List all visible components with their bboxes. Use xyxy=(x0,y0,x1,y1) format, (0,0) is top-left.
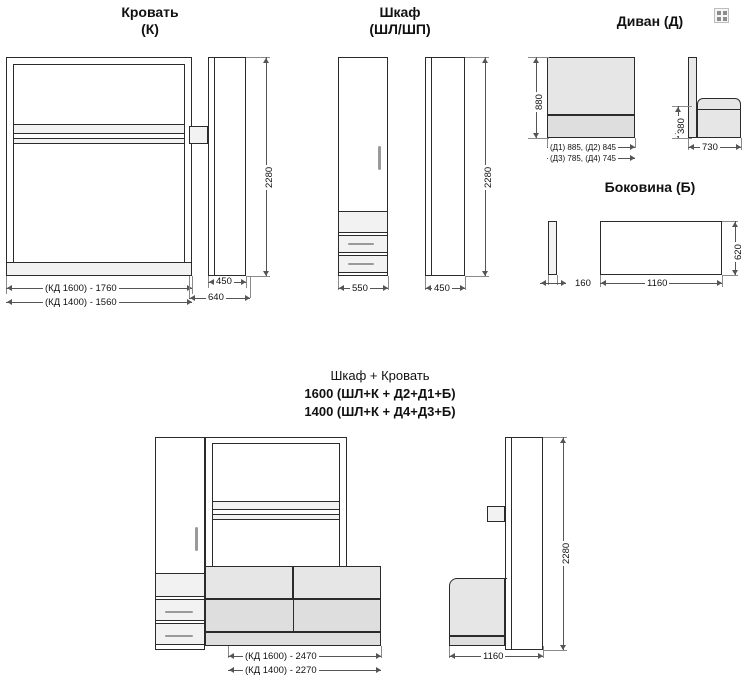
sofa-side-dim-730-arrow-left xyxy=(689,144,694,150)
combo-dim-2470-arrow-right xyxy=(376,653,381,659)
bed-side-dim-640-label: 640 xyxy=(208,292,224,303)
wardrobe-drawer-handle-2 xyxy=(348,263,374,265)
bed-side-dim-h-arrow-down xyxy=(263,271,269,276)
title-side-panel xyxy=(560,179,740,196)
combo-dim-2270-label: (КД 1400) - 2270 xyxy=(245,665,317,676)
wardrobe-side-ext-h-bottom xyxy=(465,276,489,277)
combo-sofa-back-left xyxy=(205,566,293,599)
bed-front-rail-upper xyxy=(13,124,185,134)
sofa-side-dim-380-arrow-up xyxy=(675,107,681,112)
combo-side-sofa-base xyxy=(449,636,505,646)
bed-front-dim-1400-arrow-left xyxy=(7,299,12,305)
combo-wardrobe-door-handle xyxy=(195,527,198,551)
sofa-dim-w2-arrow-right xyxy=(630,155,635,161)
side-panel-dim-620-label: 620 xyxy=(733,244,744,260)
side-panel-dim-1160-label: 1160 xyxy=(647,278,668,289)
sofa-side-ext-380-bottom xyxy=(672,138,692,139)
side-panel-dim-160-arrow-left xyxy=(541,280,546,286)
bed-side-dim-h-arrow-up xyxy=(263,58,269,63)
combo-side-arm xyxy=(487,506,505,522)
wardrobe-side-dim-h-label: 2280 xyxy=(483,166,494,188)
title-side-panel-text: Боковина (Б) xyxy=(604,179,696,195)
sofa-dim-w1-arrow-right xyxy=(630,144,635,150)
wardrobe-front-dim-arrow-right xyxy=(383,285,388,291)
sofa-side-back xyxy=(688,57,697,138)
side-panel-dim-1160-arrow-left xyxy=(601,280,606,286)
side-panel-face xyxy=(600,221,722,275)
side-panel-dim-1160-arrow-right xyxy=(717,280,722,286)
combo-side-ext-h-bottom xyxy=(543,650,567,651)
combo-side-link xyxy=(489,578,507,579)
sofa-dim-w2-label: (Д3) 785, (Д4) 745 xyxy=(550,154,616,163)
combo-side-dim-1160-label: 1160 xyxy=(483,651,504,662)
wardrobe-door-handle xyxy=(378,146,381,170)
combo-wardrobe-drawer-3 xyxy=(155,623,205,645)
combo-side-sofa xyxy=(449,578,505,636)
bed-side-inner-line xyxy=(214,58,215,275)
combo-wardrobe-drawer-1 xyxy=(155,573,205,597)
title-sofa-text: Диван (Д) xyxy=(616,13,684,29)
side-panel-dim-160-arrow-right xyxy=(561,280,566,286)
title-bed-code: (К) xyxy=(141,21,159,37)
wardrobe-side-dim-h-arrow-down xyxy=(482,271,488,276)
bed-side-dim-450-label: 450 xyxy=(216,276,232,287)
wardrobe-side-dim-arrow-left xyxy=(426,285,431,291)
sofa-dim-880-arrow-up xyxy=(533,58,539,63)
combo-bed-rail-lower xyxy=(212,514,340,520)
wardrobe-front-dim-arrow-left xyxy=(339,285,344,291)
bed-front-rail-lower xyxy=(13,138,185,144)
wardrobe-drawer-handle-1 xyxy=(348,243,374,245)
combo-wardrobe-drawer-2 xyxy=(155,599,205,621)
title-wardrobe-code: (ШЛ/ШП) xyxy=(369,21,431,37)
bed-front-dim-1400-label: (КД 1400) - 1560 xyxy=(45,297,117,308)
sofa-side-seat xyxy=(697,106,741,138)
wardrobe-side-dim-h-arrow-up xyxy=(482,58,488,63)
wardrobe-side-dim-label: 450 xyxy=(434,283,450,294)
sofa-dim-880-label: 880 xyxy=(534,94,545,110)
bed-front-base xyxy=(6,262,192,276)
side-panel-ext-1160-right xyxy=(722,275,723,287)
side-panel-dim-620-arrow-down xyxy=(732,270,738,275)
sofa-side-dim-730-arrow-right xyxy=(736,144,741,150)
sofa-dim-880-arrow-down xyxy=(533,133,539,138)
bed-front-ext-right xyxy=(192,276,193,294)
title-sofa xyxy=(560,13,740,30)
wardrobe-front-ext-right xyxy=(388,276,389,290)
title-combo xyxy=(220,367,540,421)
title-wardrobe-text: Шкаф xyxy=(379,4,421,20)
sofa-ext-880-bottom xyxy=(528,138,549,139)
combo-side-cabinet-inner-line xyxy=(511,438,512,649)
title-combo-line3: 1400 (ШЛ+К + Д4+Д3+Б) xyxy=(304,404,456,419)
combo-sofa-back-right xyxy=(293,566,381,599)
side-panel-edge xyxy=(548,221,557,275)
bed-side-ext-450-right xyxy=(246,276,247,288)
sofa-seat xyxy=(547,115,635,138)
combo-ext-w-right xyxy=(381,646,382,658)
title-bed xyxy=(50,4,250,38)
combo-drawer-handle-2 xyxy=(165,635,193,637)
combo-dim-2270-arrow-right xyxy=(376,667,381,673)
sofa-ext-w-right xyxy=(635,138,636,148)
wardrobe-front-dim-label: 550 xyxy=(352,283,368,294)
combo-bed-rail-upper xyxy=(212,501,340,510)
side-panel-ext-620-bottom xyxy=(722,275,738,276)
combo-side-dim-h-arrow-down xyxy=(560,645,566,650)
bed-side-dim-640-arrow-right xyxy=(245,295,250,301)
title-combo-line1: Шкаф + Кровать xyxy=(330,368,430,383)
wardrobe-side-inner-line xyxy=(431,58,432,275)
combo-dim-2470-label: (КД 1600) - 2470 xyxy=(245,651,317,662)
bed-side-dim-640-arrow-left xyxy=(190,295,195,301)
bed-front-dim-1600-arrow-left xyxy=(7,285,12,291)
side-panel-dim-160-label: 160 xyxy=(575,278,591,289)
combo-side-dim-1160-arrow-left xyxy=(450,653,455,659)
bed-front-inner xyxy=(13,64,185,269)
side-panel-dim-620-arrow-up xyxy=(732,222,738,227)
combo-sofa-base xyxy=(205,632,381,646)
combo-dim-2270-arrow-left xyxy=(229,667,234,673)
title-wardrobe xyxy=(310,4,490,38)
wardrobe-side-ext-right xyxy=(465,276,466,290)
bed-front-dim-1600-label: (КД 1600) - 1760 xyxy=(45,283,117,294)
bed-side-ext-640-right xyxy=(250,276,251,298)
sofa-backrest xyxy=(547,57,635,115)
sofa-side-front-roll xyxy=(697,98,741,110)
title-bed-text: Кровать xyxy=(121,4,179,20)
combo-side-dim-1160-arrow-right xyxy=(538,653,543,659)
combo-drawer-handle-1 xyxy=(165,611,193,613)
combo-side-ext-1160-right xyxy=(543,646,544,658)
bed-side-arm xyxy=(189,126,208,144)
sofa-dim-w1-label: (Д1) 885, (Д2) 845 xyxy=(550,143,616,152)
bed-side-ext-h-bottom xyxy=(246,276,270,277)
title-combo-line2: 1600 (ШЛ+К + Д2+Д1+Б) xyxy=(304,386,456,401)
wardrobe-front-drawer-1 xyxy=(338,211,388,233)
combo-dim-2470-arrow-left xyxy=(229,653,234,659)
combo-side-dim-h-arrow-up xyxy=(560,438,566,443)
combo-sofa-seat-split xyxy=(293,600,294,632)
sofa-side-dim-730-label: 730 xyxy=(702,142,718,153)
sofa-side-ext-730-right xyxy=(741,138,742,150)
bed-side-dim-h-label: 2280 xyxy=(264,166,275,188)
combo-side-dim-h-label: 2280 xyxy=(561,542,572,564)
bed-side-dim-450-arrow-right xyxy=(241,279,246,285)
sofa-side-dim-380-label: 380 xyxy=(676,118,687,134)
wardrobe-side-dim-arrow-right xyxy=(460,285,465,291)
